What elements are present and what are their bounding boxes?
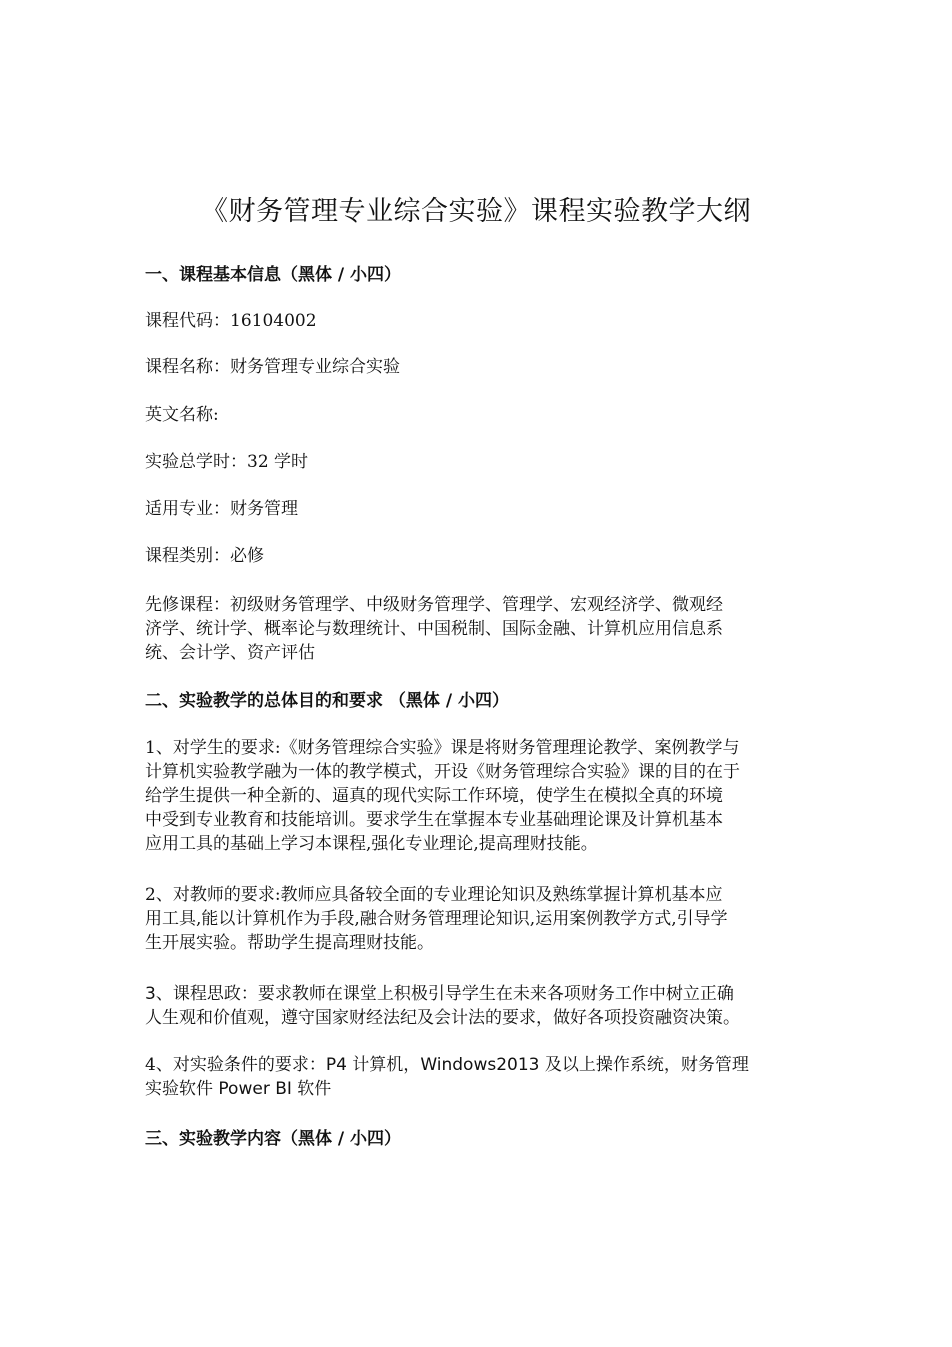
field-course-code — [145, 308, 317, 334]
field-label: 课程名称： — [145, 357, 230, 377]
os-term: Windows2013 — [420, 1055, 540, 1075]
paragraph-line: 2、对教师的要求:教师应具备较全面的专业理论知识及熟练掌握计算机基本应 — [145, 885, 723, 905]
ideological-education-paragraph — [145, 982, 815, 1030]
paragraph-text: 计算机， — [346, 1055, 421, 1075]
field-value: 财务管理 — [230, 499, 298, 519]
paragraph-line: 计算机实验教学融为一体的教学模式，开设《财务管理综合实验》课的目的在于 — [145, 762, 740, 782]
field-value: 财务管理专业综合实验 — [230, 357, 400, 377]
paragraph-text: 及以上操作系统，财务管理 — [539, 1055, 749, 1075]
field-label: 课程代码： — [145, 311, 230, 331]
paragraph-line: 人生观和价值观，遵守国家财经法纪及会计法的要求，做好各项投资融资决策。 — [145, 1008, 740, 1028]
prerequisites-paragraph — [145, 593, 815, 665]
paragraph-line: 济学、统计学、概率论与数理统计、中国税制、国际金融、计算机应用信息系 — [145, 619, 723, 639]
paragraph-text: 、课程思政：要求教师在课堂上积极引导学生在未来各项财务工作中树立正确 — [155, 984, 734, 1004]
section-heading-content: 三、实验教学内容（黑体 / 小四） — [145, 1129, 402, 1149]
section-heading-basic-info: 一、课程基本信息（黑体 / 小四） — [145, 265, 402, 285]
student-requirements-paragraph — [145, 736, 815, 856]
field-label: 课程类别： — [145, 546, 230, 566]
field-label: 英文名称: — [145, 405, 219, 425]
field-value: 32 学时 — [247, 452, 309, 472]
field-label: 适用专业： — [145, 499, 230, 519]
field-label: 实验总学时： — [145, 452, 247, 472]
paragraph-text: 实验软件 — [145, 1079, 219, 1099]
item-number: 3 — [145, 984, 156, 1004]
paragraph-line: 中受到专业教育和技能培训。要求学生在掌握本专业基础理论课及计算机基本 — [145, 810, 723, 830]
field-major — [145, 496, 298, 522]
teacher-requirements-paragraph — [145, 883, 815, 955]
paragraph-line: 给学生提供一种全新的、逼真的现代实际工作环境，使学生在模拟全真的环境 — [145, 786, 723, 806]
paragraph-line: 先修课程：初级财务管理学、中级财务管理学、管理学、宏观经济学、微观经 — [145, 595, 723, 615]
field-total-hours — [145, 449, 308, 475]
field-course-name — [145, 354, 400, 380]
section-heading-objectives: 二、实验教学的总体目的和要求 （黑体 / 小四） — [145, 691, 509, 711]
paragraph-line: 用工具,能以计算机作为手段,融合财务管理理论知识,运用案例教学方式,引导学 — [145, 909, 728, 929]
paragraph-line: 应用工具的基础上学习本课程,强化专业理论,提高理财技能。 — [145, 834, 598, 854]
paragraph-line — [145, 1077, 815, 1101]
paragraph-line — [145, 982, 815, 1006]
software-term: Power BI — [218, 1079, 292, 1099]
paragraph-line: 1、对学生的要求:《财务管理综合实验》课是将财务管理理论教学、案例教学与 — [145, 738, 740, 758]
field-value: 必修 — [230, 546, 264, 566]
paragraph-line: 统、会计学、资产评估 — [145, 643, 315, 663]
hardware-term: P4 — [325, 1055, 347, 1075]
field-value: 16104002 — [230, 311, 317, 331]
paragraph-line: 生开展实验。帮助学生提高理财技能。 — [145, 933, 434, 953]
document-title: 《财务管理专业综合实验》课程实验教学大纲 — [201, 196, 751, 227]
paragraph-text: 4、对实验条件的要求： — [145, 1055, 326, 1075]
paragraph-line — [145, 1053, 815, 1077]
paragraph-text: 软件 — [291, 1079, 332, 1099]
field-course-type — [145, 543, 264, 569]
lab-conditions-paragraph — [145, 1053, 815, 1101]
field-english-name — [145, 402, 219, 428]
